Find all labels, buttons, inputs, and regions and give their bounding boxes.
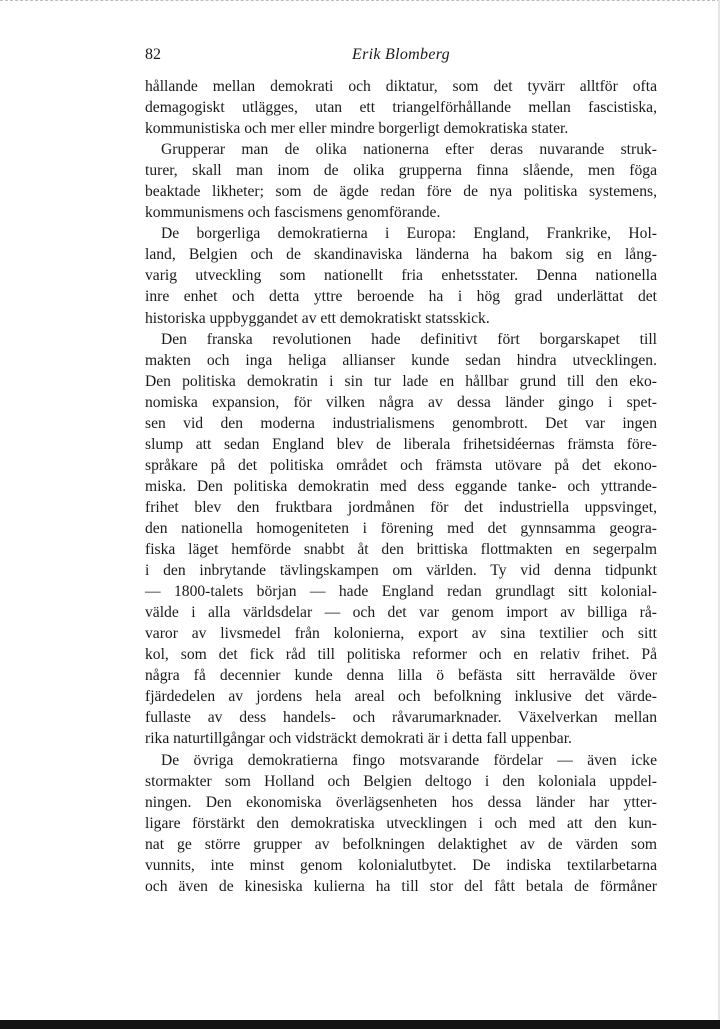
text-line: kol, som det fick råd till politiska reformer och en relativ frihet. På xyxy=(145,646,657,664)
text-line: inre enhet och detta yttre beroende ha i hög grad underlättat det xyxy=(145,288,657,306)
text-line: rika naturtillgångar och vidsträckt demokrati är i detta fall uppenbar. xyxy=(145,730,572,748)
text-line: kommunistiska och mer eller mindre borgerligt demokratiska stater. xyxy=(145,120,569,138)
text-line: De borgerliga demokratierna i Europa: England, Frankrike, Hol- xyxy=(161,225,657,243)
text-line: nat ge större grupper av befolkningen delaktighet av de värden som xyxy=(145,835,657,853)
text-line: stormakter som Holland och Belgien deltogo i den koloniala uppdel- xyxy=(145,772,657,790)
text-line: och även de kinesiska kulierna ha till stor del fått betala de förmåner xyxy=(145,877,657,895)
text-line: beaktade likheter; som de ägde redan före de nya politiska systemens, xyxy=(145,183,657,201)
scan-bottom-edge xyxy=(0,1020,720,1029)
paragraph xyxy=(145,139,657,223)
running-head-author: Erik Blomberg xyxy=(352,46,450,63)
text-line: historiska uppbyggandet av ett demokratiskt statsskick. xyxy=(145,309,490,327)
text-line: nomiska expansion, för vilken några av dessa länder gingo i spet- xyxy=(145,393,657,411)
text-line: Grupperar man de olika nationerna efter deras nuvarande struk- xyxy=(161,141,657,159)
text-line: makten och inga heliga allianser kunde sedan hindra utvecklingen. xyxy=(145,351,657,369)
text-line: sen vid den moderna industrialismens genombrott. Det var ingen xyxy=(145,414,657,432)
body-text xyxy=(145,76,657,897)
text-line: några få decennier kunde denna lilla ö befästa sitt herravälde över xyxy=(145,667,657,685)
text-line: varor av livsmedel från kolonierna, export av sina textilier och sitt xyxy=(145,625,657,643)
text-line: hållande mellan demokrati och diktatur, som det tyvärr alltför ofta xyxy=(145,78,657,95)
text-line: i den inbrytande tävlingskampen om världen. Ty vid denna tidpunkt xyxy=(145,562,657,580)
text-line: fiska läget hemförde snabbt åt den brittiska flottmakten en segerpalm xyxy=(145,541,657,559)
text-line: slump att sedan England blev de liberala frihetsidéernas främsta före- xyxy=(145,435,657,453)
page-header xyxy=(145,46,657,68)
page-number: 82 xyxy=(145,46,161,63)
text-line: välde i alla världsdelar — och det var genom import av billiga rå- xyxy=(145,604,657,622)
text-line: De övriga demokratierna fingo motsvarande fördelar — även icke xyxy=(161,751,657,769)
text-line: frihet blev den fruktbara jordmånen för det industriella uppsvinget, xyxy=(145,498,657,516)
paragraph xyxy=(145,750,657,897)
text-line: land, Belgien och de skandinaviska länderna ha bakom sig en lång- xyxy=(145,246,657,264)
text-line: ligare förstärkt den demokratiska utvecklingen i och med att den kun- xyxy=(145,814,657,832)
text-line: fullaste av dess handels- och råvarumarknader. Växelverkan mellan xyxy=(145,709,657,727)
text-line: vunnits, inte minst genom kolonialutbytet. De indiska textilarbetarna xyxy=(145,856,657,874)
paragraph xyxy=(145,76,657,139)
text-line: turer, skall man inom de olika grupperna finna slående, men föga xyxy=(145,162,657,180)
scan-top-edge xyxy=(0,0,720,3)
text-line: Den franska revolutionen hade definitivt fört borgarskapet till xyxy=(161,330,657,348)
text-line: varig utveckling som nationellt fria enhetsstater. Denna nationella xyxy=(145,267,657,285)
text-line: miska. Den politiska demokratin med dess eggande tanke- och yttrande- xyxy=(145,477,657,495)
paragraph xyxy=(145,329,657,750)
text-line: den nationella homogeniteten i förening med det gynnsamma geogra- xyxy=(145,519,657,537)
paragraph xyxy=(145,223,657,328)
text-line: Den politiska demokratin i sin tur lade en hållbar grund till den eko- xyxy=(145,372,657,390)
text-line: språkare på det politiska området och främsta utövare på det ekono- xyxy=(145,456,657,474)
text-line: demagogiskt utlägges, utan ett triangelförhållande mellan fascistiska, xyxy=(145,99,657,117)
text-line: — 1800-talets början — hade England redan grundlagt sitt kolonial- xyxy=(145,583,657,601)
text-line: ningen. Den ekonomiska överlägsenheten hos dessa länder har ytter- xyxy=(145,793,657,811)
text-line: fjärdedelen av jordens hela areal och befolkning inklusive det värde- xyxy=(145,688,657,706)
text-line: kommunismens och fascismens genomförande. xyxy=(145,204,441,222)
